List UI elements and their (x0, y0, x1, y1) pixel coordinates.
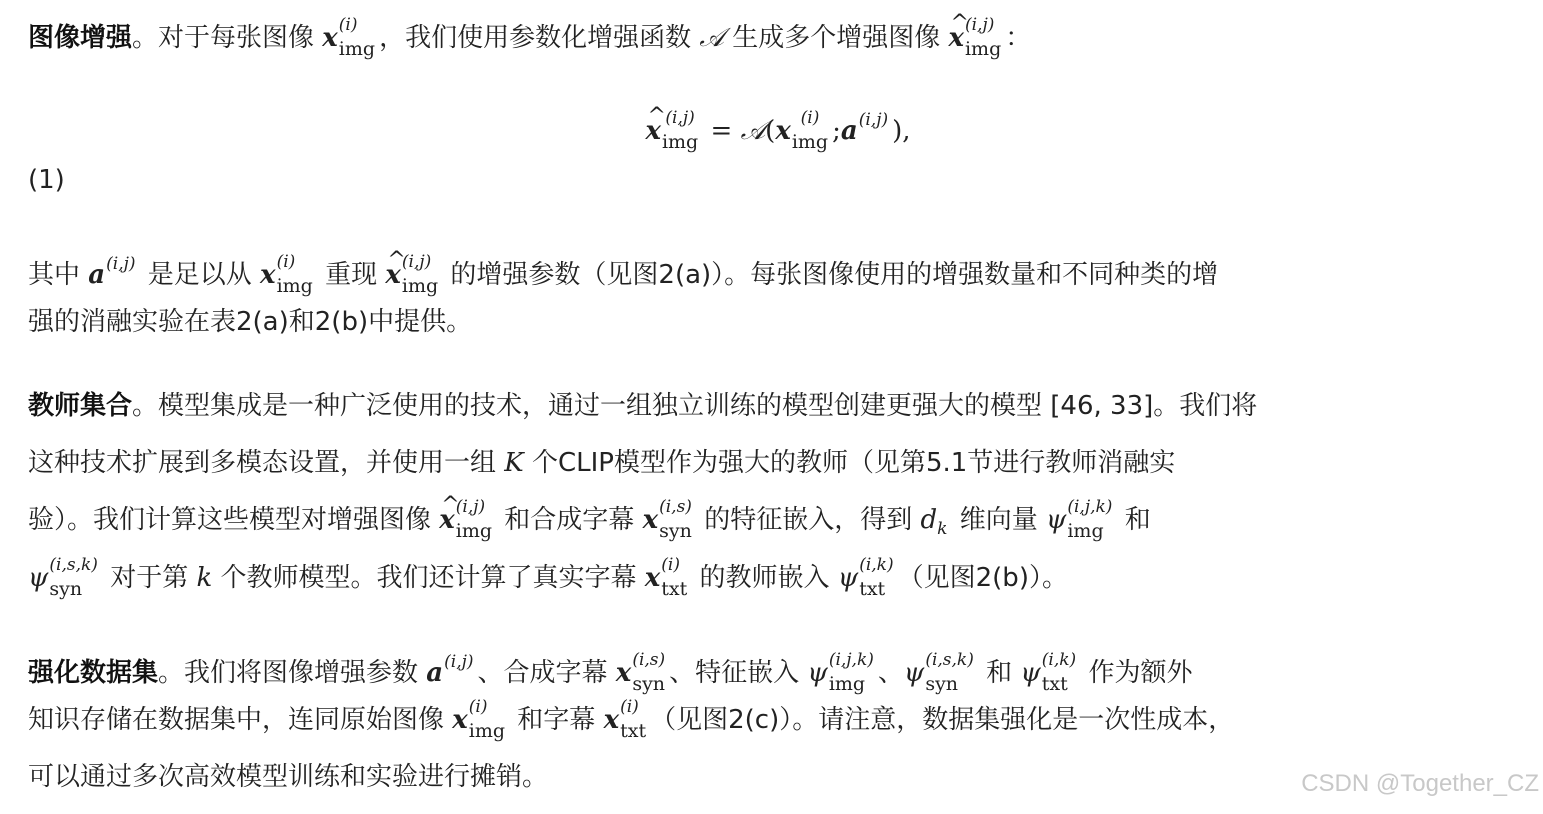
text: 知识存储在数据集中，连同原始图像 (28, 705, 453, 735)
math-x-hat: ^ x (645, 111, 661, 151)
sup: (i) (661, 554, 680, 575)
text: 维向量 (951, 505, 1046, 535)
text: （见图2(b)）。 (897, 563, 1068, 593)
text: 的教师嵌入 (691, 563, 838, 593)
math-script (791, 107, 829, 153)
math-psi: ψ (1045, 505, 1067, 535)
text: 其中 (28, 260, 89, 290)
sup: (i,j) (455, 496, 486, 517)
watermark: CSDN @Together_CZ (1301, 770, 1539, 797)
sup: (i,j) (106, 254, 136, 274)
sub: img (338, 37, 376, 60)
paragraph-2-line-2: 强的消融实验在表2(a)和2(b)中提供。 (28, 307, 473, 337)
equation-number: (1) (28, 165, 65, 195)
math-script (338, 14, 376, 60)
text: ，我们使用参数化增强函数 (379, 23, 700, 53)
math-k: k (196, 563, 213, 593)
math-comma: , (902, 116, 911, 146)
sub: img (828, 672, 866, 695)
sub: txt (1041, 672, 1068, 695)
math-K: K (504, 448, 524, 478)
paragraph-4-line-2 (28, 696, 1235, 744)
math-a: a (88, 260, 106, 290)
text: 个教师模型。我们还计算了真实字幕 (212, 563, 645, 593)
text: 个CLIP模型作为强大的教师（见第5.1节进行教师消融实 (523, 448, 1176, 478)
text: 、合成字幕 (477, 658, 616, 688)
sup: (i) (338, 14, 358, 35)
sub: txt (661, 577, 688, 600)
math-a: a (840, 116, 858, 146)
paragraph-3-line-3 (28, 496, 1151, 544)
sub: txt (859, 577, 886, 600)
math-script (632, 649, 666, 695)
text: 是足以从 (139, 260, 261, 290)
math-script (1067, 496, 1113, 542)
math-script (468, 696, 506, 742)
sub: syn (925, 672, 959, 695)
sup: (i,s) (632, 649, 666, 670)
text: 重现 (316, 260, 386, 290)
math-eq: = (710, 116, 733, 146)
sup: (i,j) (964, 14, 995, 35)
sup: (i,j) (665, 107, 695, 128)
sup: (i) (800, 107, 820, 128)
paragraph-3-line-4 (28, 554, 1068, 602)
math-script (620, 696, 647, 742)
sup: (i,j) (858, 110, 889, 130)
text: （见图2(c)）。请注意，数据集强化是一次性成本， (650, 705, 1235, 735)
sub: img (964, 37, 1002, 60)
heading-dataset-reinforcement: 强化数据集 (28, 658, 159, 688)
heading-image-augmentation: 图像增强 (28, 23, 133, 53)
math-x-hat: ^ x (439, 500, 455, 540)
math-x: x (615, 658, 632, 688)
text: 对于第 (101, 563, 197, 593)
sup: (i,j,k) (1067, 496, 1113, 517)
math-script (401, 251, 439, 297)
paragraph-4-line-1 (28, 642, 1193, 695)
math-psi: ψ (903, 658, 925, 688)
math-d: d (920, 505, 938, 535)
sup: (i,s,k) (49, 554, 98, 575)
math-x: x (603, 705, 620, 735)
math-script (659, 496, 692, 542)
math-x: x (260, 260, 276, 290)
math-script (925, 649, 974, 695)
text: 和合成字幕 (496, 505, 643, 535)
equation-1 (28, 100, 1528, 153)
sub: txt (620, 719, 647, 742)
text: 的增强参数（见图2(a)）。每张图像使用的增强数量和不同种类的增 (442, 260, 1219, 290)
sub: img (661, 130, 699, 153)
math-script (1041, 649, 1077, 695)
math-psi: ψ (28, 563, 49, 593)
sup: (i,s) (659, 496, 692, 517)
sub: img (468, 719, 506, 742)
math-x: x (644, 563, 661, 593)
sub: img (791, 130, 829, 153)
math-script (455, 496, 493, 542)
sup: (i,k) (859, 554, 894, 575)
math-script (828, 649, 874, 695)
math-psi: ψ (837, 563, 859, 593)
math-script (276, 251, 313, 297)
paragraph-4-line-3: 可以通过多次高效模型训练和实验进行摊销。 (28, 762, 549, 792)
math-lparen: ( (765, 116, 776, 146)
sub: syn (49, 577, 83, 600)
math-psi: ψ (807, 658, 828, 688)
sub: img (1067, 519, 1104, 542)
text: 和字幕 (509, 705, 604, 735)
math-x: x (452, 705, 468, 735)
math-A: 𝒜 (699, 23, 724, 53)
math-x-hat: ^ x (385, 255, 401, 295)
paragraph-image-augmentation (28, 14, 1032, 62)
math-rparen: ) (892, 116, 903, 146)
paragraph-2-line-1 (28, 244, 1219, 297)
sub: syn (659, 519, 692, 542)
sub: img (401, 274, 439, 297)
math-psi: ψ (1020, 658, 1041, 688)
math-x: x (322, 23, 338, 53)
text: 和 (1116, 505, 1151, 535)
text: 、特征嵌入 (669, 658, 808, 688)
text: 。我们将图像增强参数 (158, 658, 427, 688)
sup: (i) (468, 696, 488, 717)
sup: (i) (620, 696, 639, 717)
text: 。模型集成是一种广泛使用的技术，通过一组独立训练的模型创建更强大的模型 [46, 33]。我们将 (132, 391, 1258, 421)
text: 这种技术扩展到多模态设置，并使用一组 (28, 448, 505, 478)
text: 。对于每张图像 (132, 23, 323, 53)
sup: (i,k) (1041, 649, 1077, 670)
sup: (i,j) (444, 652, 474, 672)
text: 作为额外 (1080, 658, 1193, 688)
paragraph-3-line-1 (28, 386, 1257, 430)
sup: (i,j) (401, 251, 432, 272)
math-script (859, 554, 894, 600)
sub: img (276, 274, 313, 297)
text: 和 (977, 658, 1021, 688)
text: 验）。我们计算这些模型对增强图像 (28, 505, 440, 535)
sub: k (937, 519, 948, 539)
sub: syn (632, 672, 666, 695)
math-script (661, 107, 699, 153)
math-a: a (426, 658, 444, 688)
math-script (49, 554, 98, 600)
math-script (661, 554, 688, 600)
sup: (i) (276, 251, 296, 272)
heading-teacher-ensemble: 教师集合 (28, 391, 133, 421)
sup: (i,s,k) (925, 649, 974, 670)
math-A: 𝒜 (740, 116, 766, 146)
math-script (964, 14, 1002, 60)
text: 的特征嵌入，得到 (695, 505, 921, 535)
sup: (i,j,k) (828, 649, 874, 670)
text: 、 (877, 658, 904, 688)
math-semicolon: ; (832, 116, 841, 146)
paragraph-3-line-2 (28, 443, 1175, 487)
math-x: x (642, 505, 659, 535)
text: 生成多个增强图像 (723, 23, 949, 53)
math-x-hat: ^ x (948, 18, 964, 58)
text: ： (1005, 23, 1032, 53)
sub: img (455, 519, 493, 542)
math-x: x (775, 116, 791, 146)
